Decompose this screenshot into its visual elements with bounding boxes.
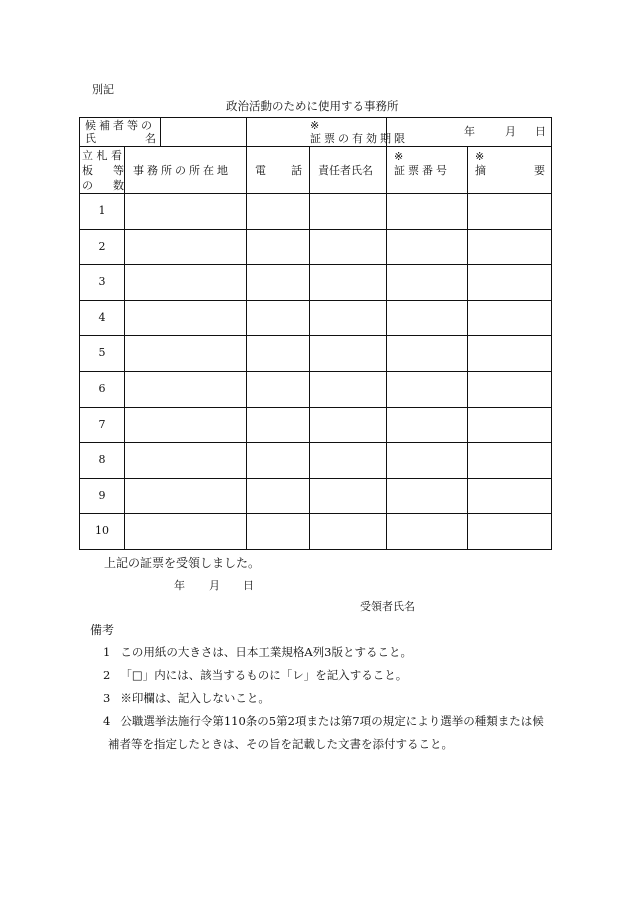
receipt-year: 年 [174, 579, 185, 592]
remarks-field[interactable] [468, 300, 552, 336]
remarks-field[interactable] [468, 336, 552, 372]
cert-number-field[interactable] [387, 300, 468, 336]
col-cert-number: ※ 証票番号 [387, 147, 468, 194]
validity-date-field[interactable]: 年 月 日 [387, 118, 552, 147]
candidate-label: 候補者等の 氏 名 [80, 118, 161, 146]
col-phone: 電 話 [247, 147, 310, 194]
note-item-continuation: 補者等を指定したときは、その旨を記載した文書を添付すること。 [108, 737, 453, 751]
responsible-field[interactable] [310, 229, 387, 265]
phone-field[interactable] [247, 443, 310, 479]
cert-number-field[interactable] [387, 407, 468, 443]
table-row [80, 300, 552, 336]
row-number: 6 [80, 371, 125, 407]
receipt-day: 日 [243, 579, 254, 592]
responsible-field[interactable] [310, 336, 387, 372]
row-number: 9 [80, 478, 125, 514]
cert-number-field[interactable] [387, 336, 468, 372]
table-row [80, 443, 552, 479]
address-field[interactable] [125, 371, 247, 407]
responsible-field[interactable] [310, 371, 387, 407]
note-item: 4 公職選挙法施行令第110条の5第2項または第7項の規定により選挙の種類または候 [103, 714, 544, 728]
annex-label: 別記 [92, 83, 114, 96]
candidate-name-field[interactable] [161, 118, 246, 146]
responsible-field[interactable] [310, 443, 387, 479]
note-item: 1 この用紙の大きさは、日本工業規格A列3版とすること。 [103, 645, 412, 659]
phone-field[interactable] [247, 194, 310, 230]
validity-mark: ※ [310, 119, 320, 132]
table-row [80, 265, 552, 301]
table-row [80, 336, 552, 372]
address-field[interactable] [125, 265, 247, 301]
row-number: 7 [80, 407, 125, 443]
note-item: 3 ※印欄は、記入しないこと。 [103, 691, 270, 705]
notes-heading: 備考 [90, 623, 115, 637]
cert-number-field[interactable] [387, 443, 468, 479]
responsible-field[interactable] [310, 478, 387, 514]
table-row [80, 229, 552, 265]
responsible-field[interactable] [310, 407, 387, 443]
responsible-field[interactable] [310, 300, 387, 336]
phone-field[interactable] [247, 336, 310, 372]
cert-number-field[interactable] [387, 371, 468, 407]
cert-number-field[interactable] [387, 194, 468, 230]
phone-field[interactable] [247, 371, 310, 407]
remarks-field[interactable] [468, 478, 552, 514]
cert-number-field[interactable] [387, 514, 468, 550]
row-number: 4 [80, 300, 125, 336]
row-number: 10 [80, 514, 125, 550]
phone-field[interactable] [247, 265, 310, 301]
col-remarks: ※ 摘 要 [468, 147, 552, 194]
address-field[interactable] [125, 336, 247, 372]
phone-field[interactable] [247, 514, 310, 550]
remarks-field[interactable] [468, 407, 552, 443]
validity-label-cell [247, 118, 408, 147]
remarks-field[interactable] [468, 514, 552, 550]
responsible-field[interactable] [310, 194, 387, 230]
cert-number-field[interactable] [387, 478, 468, 514]
table-row [80, 514, 552, 550]
candidate-cell [80, 118, 247, 147]
address-field[interactable] [125, 514, 247, 550]
remarks-field[interactable] [468, 194, 552, 230]
table-row [80, 194, 552, 230]
phone-field[interactable] [247, 407, 310, 443]
remarks-field[interactable] [468, 443, 552, 479]
row-number: 8 [80, 443, 125, 479]
remarks-field[interactable] [468, 229, 552, 265]
remarks-field[interactable] [468, 265, 552, 301]
responsible-field[interactable] [310, 514, 387, 550]
data-rows [80, 194, 552, 550]
cert-number-field[interactable] [387, 229, 468, 265]
remarks-field[interactable] [468, 371, 552, 407]
row-number: 1 [80, 194, 125, 230]
row-number: 5 [80, 336, 125, 372]
responsible-field[interactable] [310, 265, 387, 301]
phone-field[interactable] [247, 300, 310, 336]
address-field[interactable] [125, 300, 247, 336]
cert-number-field[interactable] [387, 265, 468, 301]
receipt-month: 月 [209, 579, 220, 592]
address-field[interactable] [125, 407, 247, 443]
office-form-table [79, 117, 552, 550]
address-field[interactable] [125, 478, 247, 514]
receipt-statement: 上記の証票を受領しました。 [104, 556, 261, 570]
table-row [80, 371, 552, 407]
address-field[interactable] [125, 194, 247, 230]
table-row [80, 478, 552, 514]
address-field[interactable] [125, 229, 247, 265]
column-header-row [80, 147, 552, 194]
document-title: 政治活動のために使用する事務所 [226, 99, 399, 113]
col-sign-count: 立 札 看 板 等 の 数 [80, 147, 125, 194]
phone-field[interactable] [247, 478, 310, 514]
note-item: 2 「□」内には、該当するものに「レ」を記入すること。 [103, 668, 408, 682]
phone-field[interactable] [247, 229, 310, 265]
col-responsible: 責任者氏名 [310, 147, 387, 194]
candidate-row [80, 118, 552, 147]
recipient-label: 受領者氏名 [360, 600, 415, 613]
table-row [80, 407, 552, 443]
col-address: 事務所の所在地 [125, 147, 247, 194]
address-field[interactable] [125, 443, 247, 479]
row-number: 2 [80, 229, 125, 265]
validity-label: 証票の有効期限 [310, 132, 408, 145]
row-number: 3 [80, 265, 125, 301]
